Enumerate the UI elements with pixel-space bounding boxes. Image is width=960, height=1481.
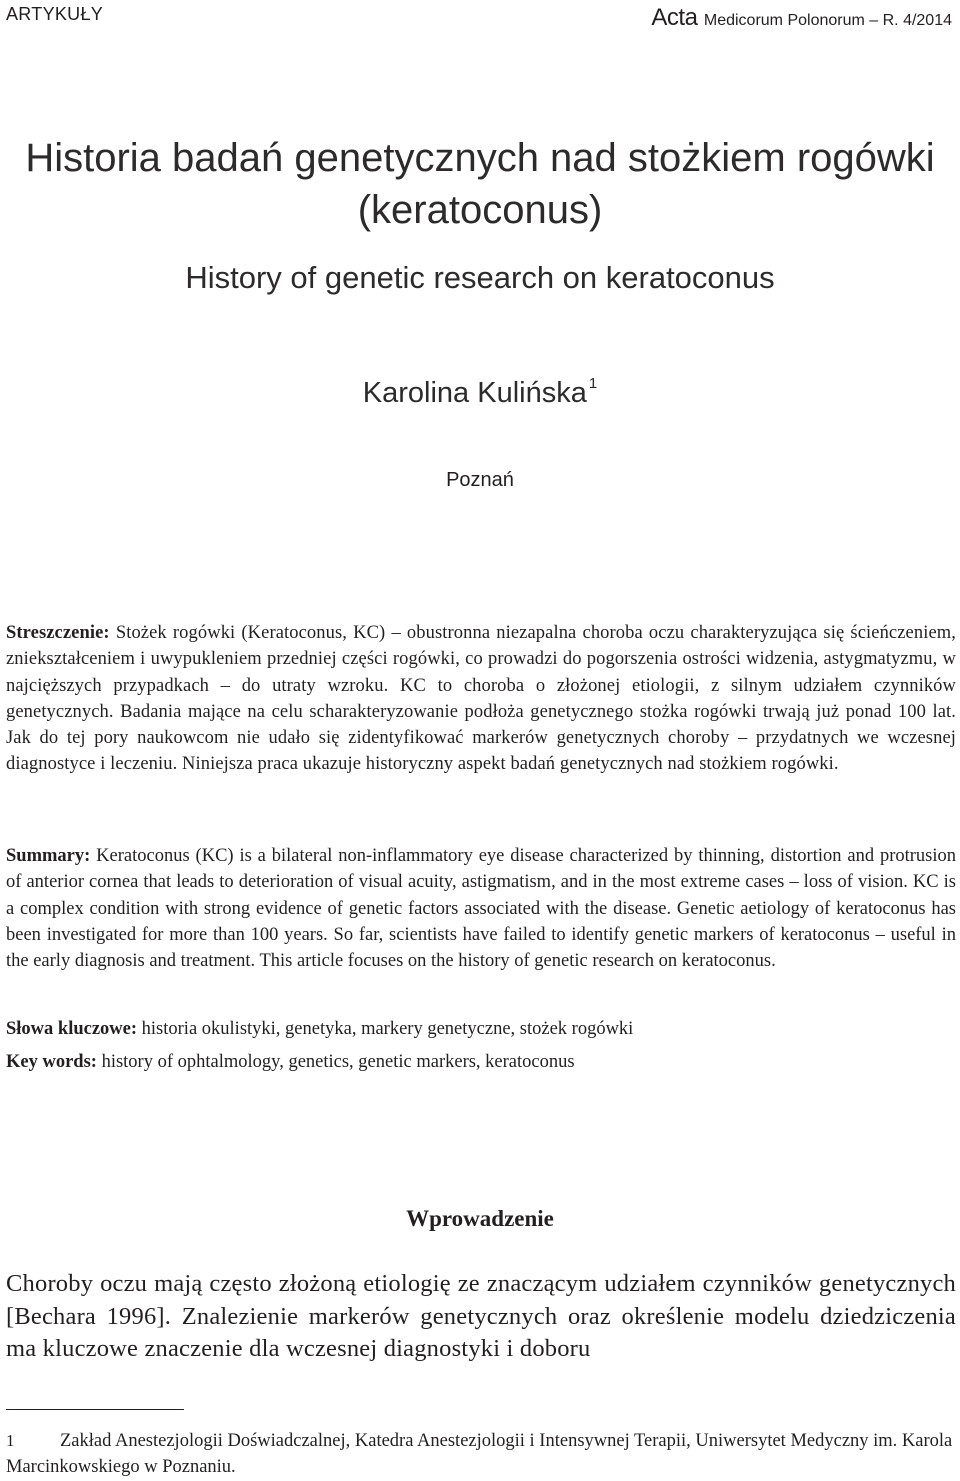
keywords-polish-text: historia okulistyki, genetyka, markery genetyczne, stożek rogówki	[141, 1019, 634, 1039]
abstract-polish-label: Streszczenie:	[6, 623, 110, 643]
footnote-text: Zakład Anestezjologii Doświadczalnej, Katedra Anestezjologii i Intensywnej Terapii, Uniwersytet Medyczny im. Karola Marcinkowskiego w Poznaniu.	[6, 1431, 953, 1477]
footnote-divider	[6, 1409, 184, 1410]
abstract-english	[6, 843, 956, 974]
keywords-english-text: history of ophtalmology, genetics, genetic markers, keratoconus	[101, 1052, 575, 1072]
keywords-english	[6, 1049, 956, 1075]
section-label: ARTYKUŁY	[6, 4, 104, 24]
keywords-polish	[6, 1016, 956, 1042]
journal-issue: Medicorum Polonorum – R. 4/2014	[703, 12, 952, 29]
abstract-english-text: Keratoconus (KC) is a bilateral non-inflammatory eye disease characterized by thinning, distortion and protrusion of anterior cornea that leads to deterioration of visual acuity, astigmatism, and in the most extreme cases – loss of vision. KC is a complex condition with strong evidence of genetic factors associated with the disease. Genetic aetiology of keratoconus has been investigated for more than 100 years. So far, scientists have failed to identify genetic markers of keratoconus – useful in the early diagnosis and treatment. This article focuses on the history of genetic research on keratoconus.	[6, 846, 956, 972]
running-header	[6, 4, 952, 31]
journal-reference	[651, 4, 952, 32]
abstract-polish	[6, 620, 956, 778]
keywords-polish-label: Słowa kluczowe:	[6, 1019, 138, 1039]
abstract-polish-text: Stożek rogówki (Keratoconus, KC) – obustronna niezapalna choroba oczu charakteryzująca się ścieńczeniem, zniekształceniem i uwypukleniem przedniej części rogówki, co prowadzi do pogorszenia ostrości widzenia, astygmatyzmu, w najcięższych przypadkach – do utraty wzroku. KC to choroba o złożonej etiologii, z silnym udziałem czynników genetycznych. Badania mające na celu scharakteryzowanie podłoża genetycznego stożka rogówki trwają już ponad 100 lat. Jak do tej pory naukowcom nie udało się zidentyfikować markerów genetycznych choroby – przydatnych we wczesnej diagnostyce i leczeniu. Niniejsza praca ukazuje historyczny aspekt badań genetycznych nad stożkiem rogówki.	[6, 623, 956, 775]
author	[0, 364, 960, 413]
article-title-polish	[0, 132, 960, 236]
author-name: Karolina Kulińska	[362, 377, 587, 409]
introduction-body: Choroby oczu mają często złożoną etiologię ze znaczącym udziałem czynników genetycznych [Bechara 1996]. Znalezienie markerów genetycznych oraz określenie modelu dziedziczenia ma kluczowe znaczenie dla wczesnej diagnostyki i doboru	[6, 1270, 956, 1362]
keywords-english-label: Key words:	[6, 1052, 97, 1072]
author-city: Poznań	[446, 469, 514, 491]
journal-logo: Acta	[651, 4, 698, 31]
title-line-2: (keratoconus)	[357, 188, 603, 232]
footnote	[6, 1428, 956, 1480]
title-line-1: Historia badań genetycznych nad stożkiem rogówki	[25, 136, 935, 180]
abstract-english-label: Summary:	[6, 846, 91, 866]
author-affiliation-marker: 1	[588, 375, 598, 392]
footnote-marker: 1	[6, 1431, 15, 1450]
article-title-english: History of genetic research on keratoconus	[185, 260, 775, 295]
section-heading-introduction: Wprowadzenie	[406, 1206, 554, 1231]
